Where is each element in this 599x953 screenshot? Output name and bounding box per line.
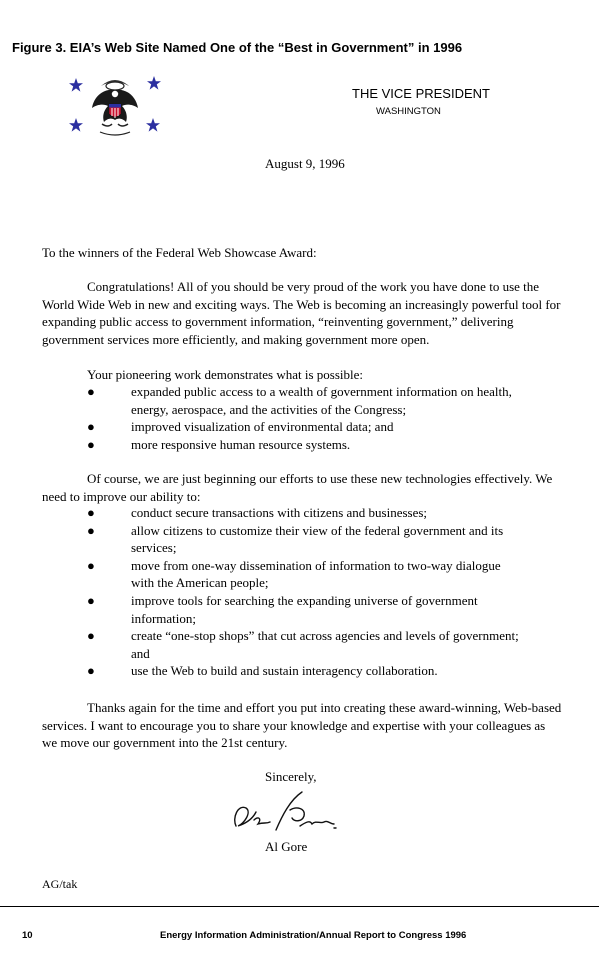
handwritten-signature xyxy=(230,786,350,836)
page-number: 10 xyxy=(22,930,33,941)
paragraph-1-text: Congratulations! All of you should be very proud of the work you have done to use the World Wide Web in new and exciting ways. The Web is becoming an increasingly powerful tool for expanding public access to government information, “reinventing government,” delivering government services more efficiently, and making government more open. xyxy=(42,279,561,347)
list-item xyxy=(87,436,527,454)
list-item-text: use the Web to build and sustain interagency collaboration. xyxy=(131,663,438,679)
paragraph-3 xyxy=(42,699,562,752)
figure-title: Figure 3. EIA’s Web Site Named One of the “Best in Government” in 1996 xyxy=(12,40,463,55)
list-item xyxy=(87,418,527,436)
bullet-icon: ● xyxy=(87,384,95,399)
list-item-text: move from one-way dissemination of information to two-way dialogue with the American people; xyxy=(131,557,501,591)
star-icon xyxy=(69,118,83,132)
paragraph-1 xyxy=(42,278,562,348)
list-item-text: more responsive human resource systems. xyxy=(131,436,351,452)
paragraph-2 xyxy=(42,470,562,505)
list-item-text: improve tools for searching the expanding universe of government information; xyxy=(131,592,478,626)
star-icon xyxy=(147,76,161,90)
bullet-icon: ● xyxy=(87,557,95,573)
paragraph-2-text: Of course, we are just beginning our efforts to use these new technologies effectively. We need to improve our ability to: xyxy=(42,471,553,504)
paragraph-3-text: Thanks again for the time and effort you put into creating these award-winning, Web-based services. I want to encourage you to share your knowledge and expertise with your colleagues as we move our government into the 21st century. xyxy=(42,700,562,751)
typist-initials: AG/tak xyxy=(42,877,78,891)
list-item xyxy=(87,627,527,662)
list-item-text: improved visualization of environmental data; and xyxy=(131,419,394,435)
list-item-text: conduct secure transactions with citizens and businesses; xyxy=(131,505,428,520)
bullet-list-1 xyxy=(87,383,527,453)
letter-date: August 9, 1996 xyxy=(265,156,345,171)
list-item xyxy=(87,592,527,627)
bullet-icon: ● xyxy=(87,436,95,452)
salutation: To the winners of the Federal Web Showcase Award: xyxy=(42,245,317,260)
list-1-intro: Your pioneering work demonstrates what is possible: xyxy=(87,367,363,382)
vice-presidential-seal-icon xyxy=(66,74,164,140)
star-icon xyxy=(146,118,160,132)
bullet-icon: ● xyxy=(87,663,95,679)
star-icon xyxy=(69,78,83,92)
letterhead-title: THE VICE PRESIDENT xyxy=(352,86,490,101)
closing: Sincerely, xyxy=(265,769,317,784)
bullet-icon: ● xyxy=(87,522,95,538)
list-item-text: create “one-stop shops” that cut across agencies and levels of government; and xyxy=(131,628,519,661)
list-item xyxy=(87,383,527,418)
eagle-icon xyxy=(92,80,138,135)
list-item-text: allow citizens to customize their view of the federal government and its services; xyxy=(131,522,504,556)
footer-divider xyxy=(0,906,599,907)
footer-publication: Energy Information Administration/Annual Report to Congress 1996 xyxy=(160,930,467,941)
bullet-icon: ● xyxy=(87,419,95,435)
list-item xyxy=(87,522,527,557)
bullet-list-2 xyxy=(87,504,527,680)
list-item xyxy=(87,557,527,592)
list-item xyxy=(87,504,527,522)
list-item-text: expanded public access to a wealth of government information on health, energy, aerospace, and the activities of the Congress; xyxy=(131,384,512,417)
list-item xyxy=(87,662,527,680)
bullet-icon: ● xyxy=(87,628,95,644)
letterhead-city: WASHINGTON xyxy=(376,106,441,117)
signer-name: Al Gore xyxy=(265,839,308,854)
bullet-icon: ● xyxy=(87,592,95,608)
bullet-icon: ● xyxy=(87,505,95,520)
